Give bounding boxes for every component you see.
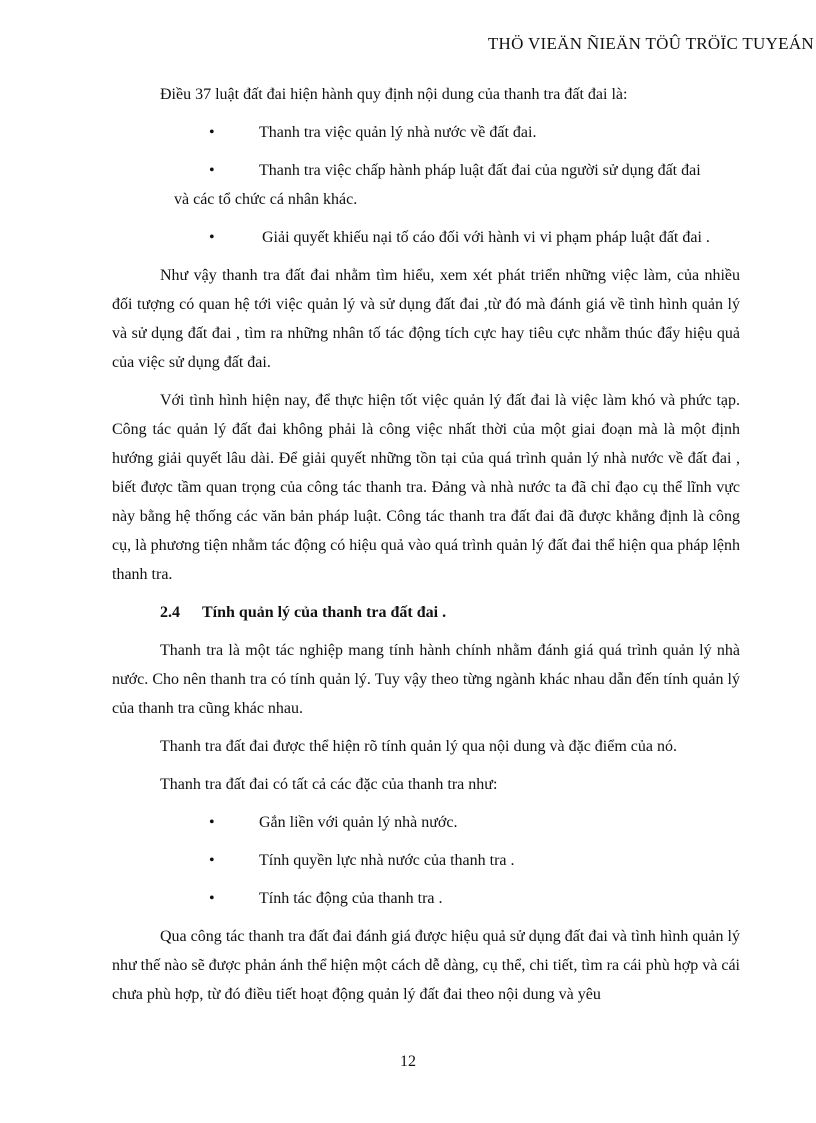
list-item-continuation: và các tổ chức cá nhân khác.: [174, 191, 358, 208]
list-item: [112, 156, 740, 214]
bullet-icon: •: [209, 890, 215, 907]
list-item-text: Giải quyết khiếu nại tố cáo đối với hành vi vi phạm pháp luật đất đai .: [262, 229, 710, 246]
paragraph: Với tình hình hiện nay, để thực hiện tốt việc quản lý đất đai là việc làm khó và phức tạp. Công tác quản lý đất đai không phải là công việc nhất thời của một giai đoạn mà là một định hướng giải quyết lâu dài. Để giải quyết những tồn tại của quá trình quản lý nhà nước về đất đai , biết được tầm quan trọng của công tác thanh tra. Đảng và nhà nước ta đã chỉ đạo cụ thể lĩnh vực này bằng hệ thống các văn bản pháp luật. Công tác thanh tra đất đai đã được khẳng định là công cụ, là phương tiện nhằm tác động có hiệu quả vào quá trình quản lý đất đai thể hiện qua pháp lệnh thanh tra.: [112, 392, 740, 583]
paragraph: Thanh tra đất đai có tất cả các đặc của thanh tra như:: [160, 776, 498, 793]
paragraph: Như vậy thanh tra đất đai nhằm tìm hiểu, xem xét phát triển những việc làm, của nhiều đối tượng có quan hệ tới việc quản lý và sử dụng đất đai ,từ đó mà đánh giá về tình hình quản lý và sử dụng đất đai , tìm ra những nhân tố tác động tích cực hay tiêu cực nhằm thúc đẩy hiệu quả của việc sử dụng đất đai.: [112, 267, 740, 371]
paragraph: Thanh tra là một tác nghiệp mang tính hành chính nhằm đánh giá quá trình quản lý nhà nước. Cho nên thanh tra có tính quản lý. Tuy vậy theo từng ngành khác nhau dẫn đến tính quản lý của thanh tra cũng khác nhau.: [112, 642, 740, 717]
page-header-title: THÖ VIEÄN ÑIEÄN TÖÛ TRÖÏC TUYEÁN: [487, 34, 814, 53]
paragraph: Thanh tra đất đai được thể hiện rõ tính quản lý qua nội dung và đặc điểm của nó.: [160, 738, 677, 755]
page-number: 12: [400, 1053, 416, 1070]
list-item: [112, 118, 740, 147]
list-item-text: Gắn liền với quản lý nhà nước.: [259, 814, 458, 831]
list-item: [112, 223, 740, 252]
list-item: [112, 846, 740, 875]
paragraph: Qua công tác thanh tra đất đai đánh giá được hiệu quả sử dụng đất đai và tình hình quản lý như thế nào sẽ được phản ánh thể hiện một cách dễ dàng, cụ thể, chi tiết, tìm ra cái phù hợp và cái chưa phù hợp, từ đó điều tiết hoạt động quản lý đất đai theo nội dung và yêu: [112, 928, 740, 1003]
list-item: [112, 884, 740, 913]
paragraph-intro: Điều 37 luật đất đai hiện hành quy định nội dung của thanh tra đất đai là:: [160, 86, 628, 103]
list-item: [112, 808, 740, 837]
list-item-text: Thanh tra việc chấp hành pháp luật đất đai của người sử dụng đất đai: [259, 162, 701, 179]
bullet-icon: •: [209, 852, 215, 869]
bullet-list-characteristics: [112, 808, 740, 913]
bullet-icon: •: [209, 814, 215, 831]
section-title: Tính quản lý của thanh tra đất đai .: [202, 604, 447, 621]
list-item-text: Tính tác động của thanh tra .: [259, 890, 443, 907]
bullet-list-inspection: [112, 118, 740, 252]
list-item-text: Tính quyền lực nhà nước của thanh tra .: [259, 852, 515, 869]
bullet-icon: •: [209, 162, 215, 179]
list-item-text: Thanh tra việc quản lý nhà nước về đất đai.: [259, 124, 537, 141]
section-number: 2.4: [160, 604, 180, 621]
section-heading: [112, 598, 740, 627]
document-body: [112, 80, 740, 1009]
bullet-icon: •: [209, 124, 215, 141]
bullet-icon: •: [209, 229, 215, 246]
